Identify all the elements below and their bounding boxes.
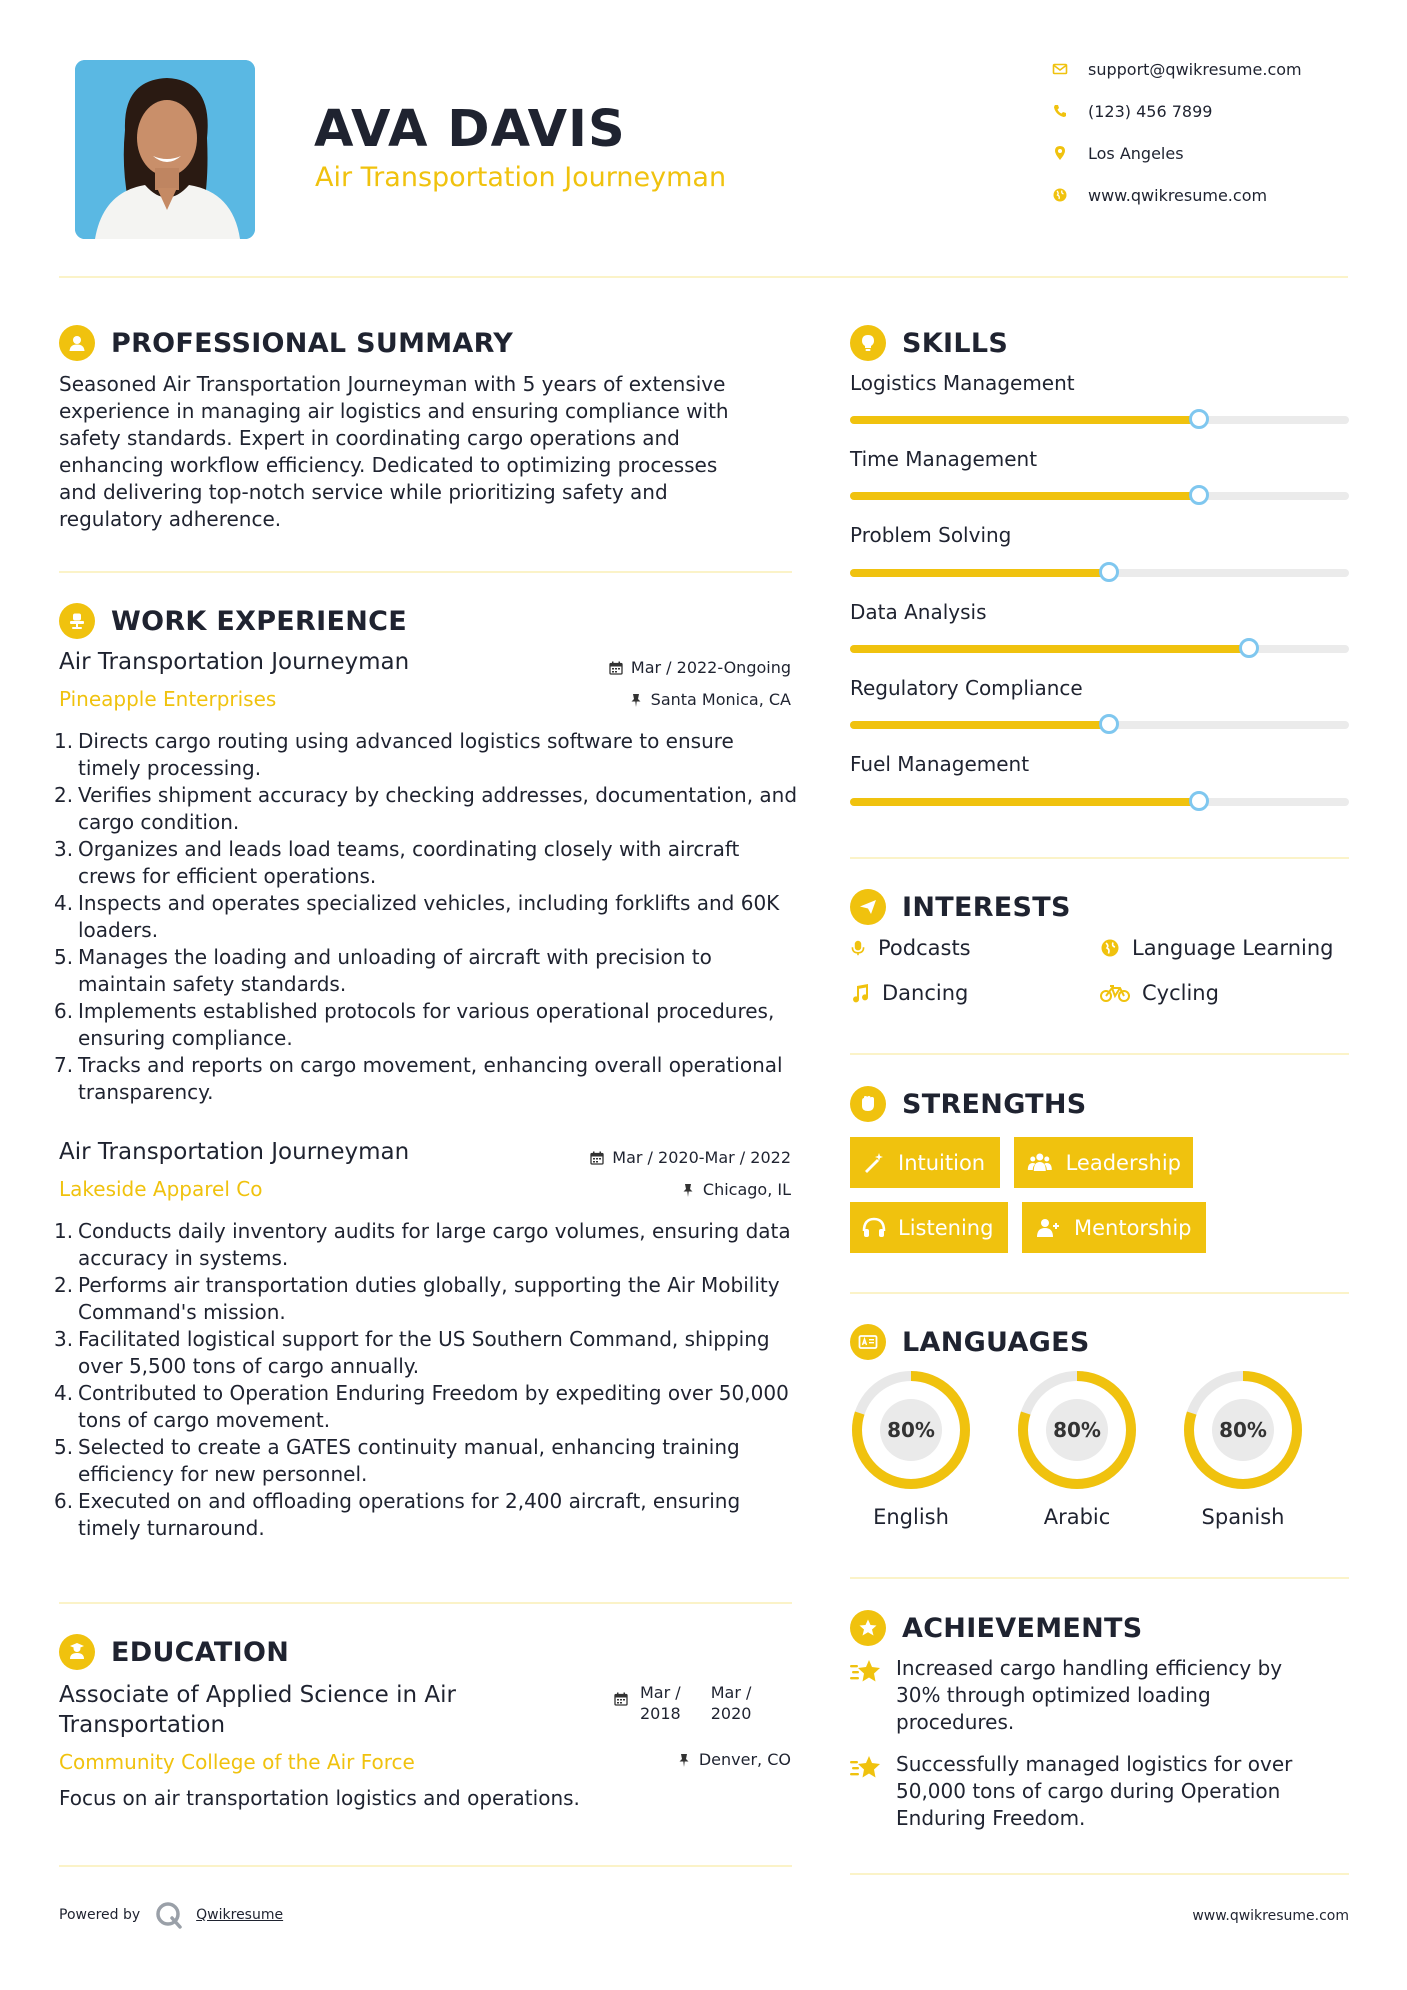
job-1-duty: Directs cargo routing using advanced logistics software to ensure timely processing. xyxy=(78,729,734,780)
job-2-duties xyxy=(59,1218,799,1542)
contact-website[interactable] xyxy=(1052,183,1267,207)
interest-label: Podcasts xyxy=(878,936,971,960)
achievements-divider xyxy=(850,1873,1349,1875)
strength-pill-intuition xyxy=(850,1137,1000,1188)
language-ring xyxy=(1182,1369,1304,1491)
work-title: WORK EXPERIENCE xyxy=(111,605,407,637)
magic-wand-icon xyxy=(862,1151,886,1175)
education-location xyxy=(677,1750,791,1769)
skill-bar xyxy=(850,569,1349,577)
languages-heading xyxy=(850,1324,1090,1360)
skill-bar-handle xyxy=(1239,638,1259,658)
candidate-role: Air Transportation Journeyman xyxy=(315,162,727,193)
education-dates xyxy=(614,1682,751,1724)
award-icon xyxy=(850,1610,886,1646)
skill-bar xyxy=(850,492,1349,500)
bicycle-icon xyxy=(1100,983,1130,1003)
footer-powered-by xyxy=(59,1900,283,1930)
education-end xyxy=(711,1682,752,1724)
strength-pill-leadership xyxy=(1014,1137,1193,1188)
job-2-title: Air Transportation Journeyman xyxy=(59,1139,410,1165)
graduation-icon xyxy=(59,1634,95,1670)
job-2-duty: Facilitated logistical support for the US Southern Command, shipping over 5,500 tons of cargo annually. xyxy=(78,1327,770,1378)
contact-phone-text: (123) 456 7899 xyxy=(1088,101,1213,121)
skill-bar-handle xyxy=(1189,485,1209,505)
skill-name: Regulatory Compliance xyxy=(850,676,1083,700)
achievement-text xyxy=(896,1751,1316,1832)
language-percent: 80% xyxy=(1219,1418,1267,1442)
education-degree-line: Transportation xyxy=(59,1712,226,1738)
job-1-duty: Tracks and reports on cargo movement, enhancing overall operational transparency. xyxy=(78,1053,783,1104)
job-2-duty: Selected to create a GATES continuity manual, enhancing training efficiency for new personnel. xyxy=(78,1435,740,1486)
header-divider xyxy=(59,276,1348,278)
achievement-text xyxy=(896,1655,1316,1736)
interests-heading xyxy=(850,889,1071,925)
phone-icon xyxy=(1052,103,1084,119)
summary-line: Seasoned Air Transportation Journeyman with 5 years of extensive xyxy=(59,372,726,396)
achievement-item xyxy=(850,1751,1316,1832)
summary-heading xyxy=(59,325,513,361)
skill-bar-fill xyxy=(850,721,1109,729)
language-name: Spanish xyxy=(1201,1505,1285,1529)
contact-email[interactable] xyxy=(1052,57,1302,81)
job-2-duty: Performs air transportation duties globally, supporting the Air Mobility Command's mission. xyxy=(78,1273,780,1324)
strengths-heading xyxy=(850,1086,1087,1122)
education-end-year: 2020 xyxy=(710,1704,752,1723)
achievements-heading xyxy=(850,1610,1143,1646)
skills-heading xyxy=(850,325,1008,361)
strength-label: Leadership xyxy=(1065,1150,1181,1175)
interest-label: Dancing xyxy=(882,981,969,1005)
language-spanish xyxy=(1182,1369,1304,1529)
interest-item xyxy=(850,981,968,1005)
job-2-duty: Contributed to Operation Enduring Freedom by expediting over 50,000 tons of cargo movement. xyxy=(78,1381,789,1432)
footer-website[interactable]: www.qwikresume.com xyxy=(1192,1908,1349,1924)
globe-icon xyxy=(1052,187,1084,203)
contact-website-text: www.qwikresume.com xyxy=(1088,185,1268,205)
job-1-duty: Implements established protocols for various operational procedures, ensuring compliance. xyxy=(78,999,775,1050)
pushpin-icon xyxy=(681,1183,695,1197)
job-2-duty: Executed on and offloading operations for 2,400 aircraft, ensuring timely turnaround. xyxy=(78,1489,741,1540)
education-degree xyxy=(59,1680,456,1740)
brand-link[interactable]: Qwikresume xyxy=(196,1907,284,1923)
strengths-divider xyxy=(850,1292,1349,1294)
skill-bar-handle xyxy=(1099,562,1119,582)
globe-icon xyxy=(1100,938,1120,958)
language-name: English xyxy=(873,1505,949,1529)
skill-name: Data Analysis xyxy=(850,600,987,624)
pushpin-icon xyxy=(677,1753,691,1767)
contact-location-text: Los Angeles xyxy=(1088,143,1184,163)
map-pin-icon xyxy=(1052,145,1084,161)
achievement-line: Successfully managed logistics for over xyxy=(896,1752,1293,1776)
achievement-line: procedures. xyxy=(896,1710,1015,1734)
skill-name: Problem Solving xyxy=(850,523,1012,547)
strength-pill-mentorship xyxy=(1022,1202,1206,1253)
contact-phone[interactable] xyxy=(1052,99,1212,123)
languages-divider xyxy=(850,1577,1349,1579)
qwikresume-logo-icon xyxy=(154,1900,184,1930)
education-title: EDUCATION xyxy=(111,1636,290,1668)
calendar-icon xyxy=(609,661,623,675)
languages-title: LANGUAGES xyxy=(902,1326,1090,1358)
envelope-icon xyxy=(1052,61,1084,77)
language-name: Arabic xyxy=(1043,1505,1111,1529)
skills-divider xyxy=(850,857,1349,859)
calendar-icon xyxy=(590,1151,604,1165)
job-2-location-text: Chicago, IL xyxy=(702,1180,791,1199)
education-start-month: Mar / xyxy=(640,1683,681,1702)
strength-label: Intuition xyxy=(898,1150,986,1175)
work-heading xyxy=(59,603,407,639)
summary-line: experience in managing air logistics and ensuring compliance with xyxy=(59,399,729,423)
fist-icon xyxy=(850,1086,886,1122)
profile-photo xyxy=(75,60,255,239)
microphone-icon xyxy=(850,938,866,958)
user-icon xyxy=(59,325,95,361)
achievements-title: ACHIEVEMENTS xyxy=(902,1612,1143,1644)
chair-icon xyxy=(59,603,95,639)
job-2-location xyxy=(681,1180,791,1199)
skill-bar xyxy=(850,721,1349,729)
powered-by-text: Powered by xyxy=(59,1907,141,1923)
interests-title: INTERESTS xyxy=(902,891,1071,923)
candidate-name: AVA DAVIS xyxy=(314,100,626,159)
job-1-duty: Organizes and leads load teams, coordinating closely with aircraft crews for efficient operations. xyxy=(78,837,740,888)
achievement-line: Increased cargo handling efficiency by xyxy=(896,1656,1283,1680)
users-icon xyxy=(1026,1151,1054,1175)
work-divider xyxy=(59,1602,792,1604)
language-percent: 80% xyxy=(1053,1418,1101,1442)
education-end-month: Mar / xyxy=(710,1683,752,1702)
contact-location xyxy=(1052,141,1184,165)
skill-bar-fill xyxy=(850,645,1249,653)
music-note-icon xyxy=(850,983,870,1003)
summary-line: regulatory adherence. xyxy=(59,507,282,531)
lightbulb-icon xyxy=(850,325,886,361)
summary-title: PROFESSIONAL SUMMARY xyxy=(111,327,514,359)
star-icon xyxy=(850,1657,882,1687)
interest-item xyxy=(850,936,971,960)
education-heading xyxy=(59,1634,289,1670)
job-1-duty: Manages the loading and unloading of aircraft with precision to maintain safety standards. xyxy=(78,945,712,996)
skill-bar-handle xyxy=(1189,791,1209,811)
education-degree-line: Associate of Applied Science in Air xyxy=(59,1682,456,1708)
skill-bar xyxy=(850,416,1349,424)
summary-divider xyxy=(59,571,792,573)
interest-item xyxy=(1100,981,1219,1005)
interest-label: Cycling xyxy=(1142,981,1219,1005)
skill-name: Logistics Management xyxy=(850,371,1075,395)
summary-line: enhancing workflow efficiency. Dedicated to optimizing processes xyxy=(59,453,718,477)
language-percent: 80% xyxy=(887,1418,935,1442)
star-icon xyxy=(850,1753,882,1783)
education-divider xyxy=(59,1865,792,1867)
skills-title: SKILLS xyxy=(902,327,1009,359)
language-ring xyxy=(1016,1369,1138,1491)
job-1-location-text: Santa Monica, CA xyxy=(650,690,791,709)
language-arabic xyxy=(1016,1369,1138,1529)
job-1-company: Pineapple Enterprises xyxy=(59,687,277,711)
skill-bar-fill xyxy=(850,492,1199,500)
strength-label: Listening xyxy=(898,1215,994,1240)
summary-line: safety standards. Expert in coordinating cargo operations and xyxy=(59,426,680,450)
education-description: Focus on air transportation logistics and operations. xyxy=(59,1786,580,1810)
skill-bar-handle xyxy=(1099,714,1119,734)
user-plus-icon xyxy=(1034,1216,1062,1240)
paper-plane-icon xyxy=(850,889,886,925)
education-start xyxy=(640,1682,681,1724)
language-english xyxy=(850,1369,972,1529)
education-start-year: 2018 xyxy=(640,1704,681,1723)
interest-item xyxy=(1100,936,1333,960)
skill-bar xyxy=(850,798,1349,806)
summary-line: and delivering top-notch service while prioritizing safety and xyxy=(59,480,668,504)
headphones-icon xyxy=(862,1216,886,1240)
skill-bar-fill xyxy=(850,798,1199,806)
skill-bar-fill xyxy=(850,569,1109,577)
strength-label: Mentorship xyxy=(1074,1215,1192,1240)
achievement-line: 50,000 tons of cargo during Operation xyxy=(896,1779,1281,1803)
skill-bar-fill xyxy=(850,416,1199,424)
skill-name: Time Management xyxy=(850,447,1038,471)
pushpin-icon xyxy=(629,693,643,707)
job-1-duties xyxy=(59,728,799,1106)
skill-bar xyxy=(850,645,1349,653)
job-1-date xyxy=(609,658,791,677)
calendar-icon xyxy=(614,1692,628,1706)
contact-email-text: support@qwikresume.com xyxy=(1088,59,1302,79)
job-1-date-text: Mar / 2022-Ongoing xyxy=(630,658,791,677)
job-2-date xyxy=(590,1148,791,1167)
education-location-text: Denver, CO xyxy=(698,1750,791,1769)
language-ring xyxy=(850,1369,972,1491)
job-1-duty: Inspects and operates specialized vehicles, including forklifts and 60K loaders. xyxy=(78,891,780,942)
interest-label: Language Learning xyxy=(1132,936,1334,960)
interests-divider xyxy=(850,1053,1349,1055)
summary-text xyxy=(59,371,789,533)
job-2-company: Lakeside Apparel Co xyxy=(59,1177,263,1201)
avatar xyxy=(75,60,255,239)
strengths-title: STRENGTHS xyxy=(902,1088,1087,1120)
job-1-title: Air Transportation Journeyman xyxy=(59,649,410,675)
language-icon xyxy=(850,1324,886,1360)
job-2-duty: Conducts daily inventory audits for large cargo volumes, ensuring data accuracy in systems. xyxy=(78,1219,791,1270)
skill-bar-handle xyxy=(1189,409,1209,429)
skill-name: Fuel Management xyxy=(850,752,1030,776)
achievement-line: 30% through optimized loading xyxy=(896,1683,1211,1707)
strength-pill-listening xyxy=(850,1202,1008,1253)
job-1-duty: Verifies shipment accuracy by checking addresses, documentation, and cargo condition. xyxy=(78,783,798,834)
achievement-line: Enduring Freedom. xyxy=(896,1806,1086,1830)
job-1-location xyxy=(629,690,791,709)
education-school: Community College of the Air Force xyxy=(59,1750,415,1774)
achievement-item xyxy=(850,1655,1316,1736)
job-2-date-text: Mar / 2020-Mar / 2022 xyxy=(612,1148,791,1167)
